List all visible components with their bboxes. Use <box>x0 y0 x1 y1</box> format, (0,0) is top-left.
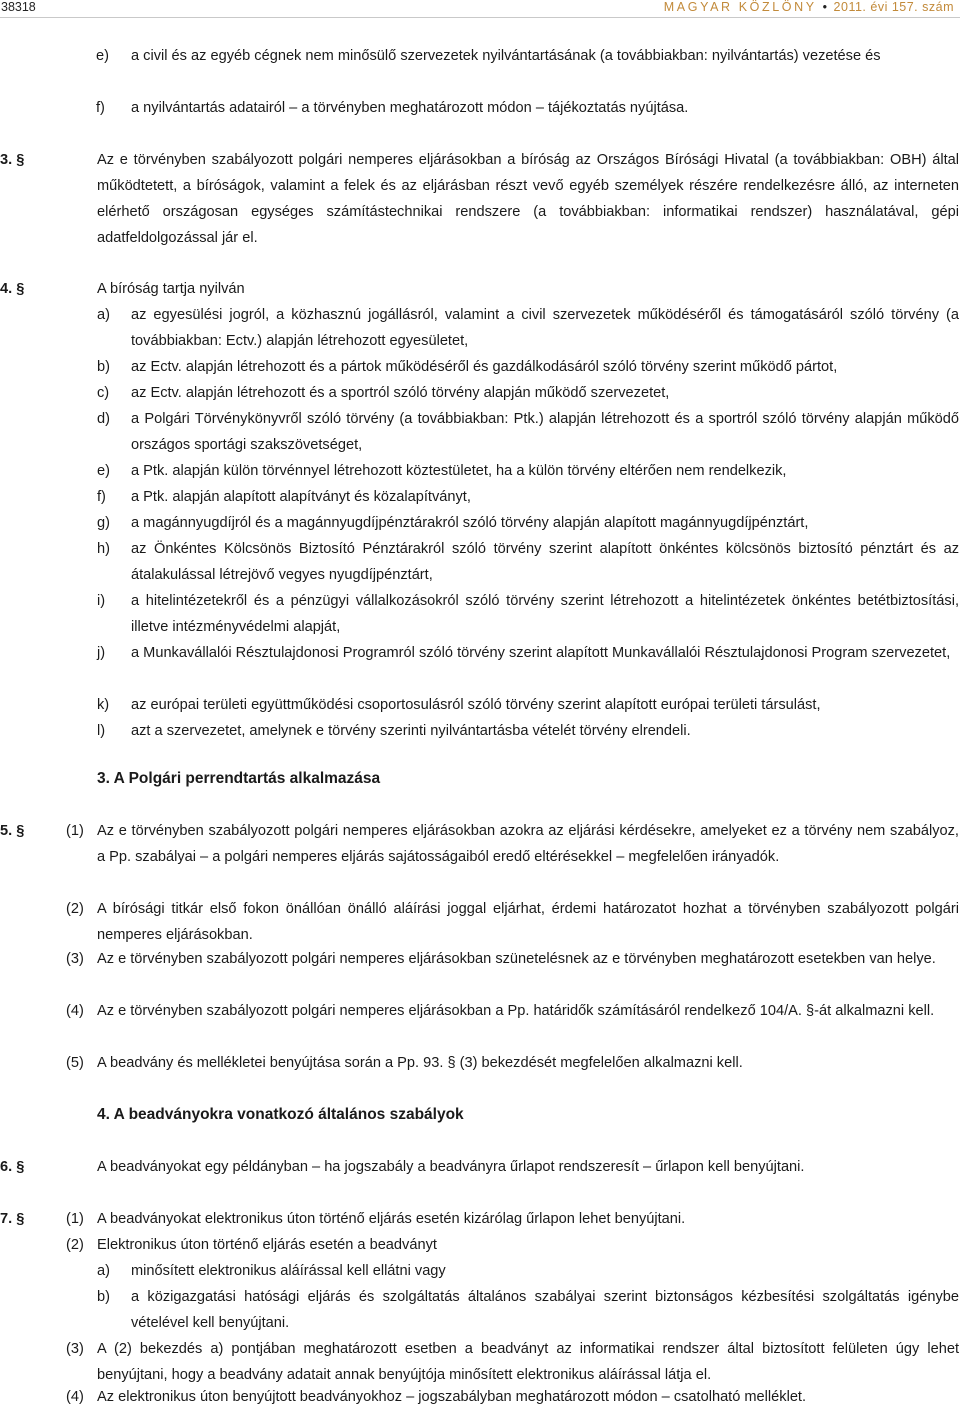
item-label: e) <box>96 48 109 64</box>
item-label: h) <box>97 541 110 557</box>
publication-title: MAGYAR KÖZLÖNY <box>663 0 817 14</box>
paragraph-text: A beadványokat elektronikus úton történő eljárás esetén kizárólag űrlapon lehet benyújtani. <box>97 1211 686 1227</box>
item-text: a hitelintézetekről és a pénzügyi vállalkozásokról szóló törvény szerint létrehozott a hitelintézetek önkéntes betétbiztosítási, illetve intézményvédelmi alapját, <box>131 593 959 635</box>
page-number: 38318 <box>1 0 36 14</box>
paragraph-label: (3) <box>66 951 84 967</box>
paragraph-label: (3) <box>66 1341 84 1357</box>
item-label: d) <box>97 411 110 427</box>
item-label: j) <box>97 645 106 661</box>
paragraph-label: (4) <box>66 1003 84 1019</box>
item-text: a Polgári Törvénykönyvről szóló törvény (a továbbiakban: Ptk.) alapján létrehozott és a sportról szóló törvény alapján működő országos sportági szakszövetséget, <box>131 411 959 453</box>
item-label: l) <box>97 723 106 739</box>
item-text: a Ptk. alapján külön törvénnyel létrehozott köztestületet, ha a külön törvény eltérően nem rendelkezik, <box>131 463 787 479</box>
item-text: a magánnyugdíjról és a magánnyugdíjpénztárakról szóló törvény alapján alapított magánnyugdíjpénztárt, <box>131 515 809 531</box>
item-text: a Munkavállalói Résztulajdonosi Programról szóló törvény szerint alapított Munkavállalói Résztulajdonosi Program szervezetet, <box>131 645 951 661</box>
header-rule <box>0 17 960 18</box>
paragraph-text: Az e törvényben szabályozott polgári nemperes eljárásokban szünetelésnek az e törvényben meghatározott esetekben van helye. <box>97 951 936 967</box>
section-number: 6. § <box>0 1159 25 1175</box>
item-text: a civil és az egyéb cégnek nem minősülő szervezetek nyilvántartásának (a továbbiakban: nyilvántartás) vezetése és <box>131 48 881 64</box>
item-label: b) <box>97 1289 110 1305</box>
paragraph-text: A beadvány és mellékletei benyújtása során a Pp. 93. § (3) bekezdését megfelelően alkalmazni kell. <box>97 1055 743 1071</box>
item-text: az Ectv. alapján létrehozott és a sportról szóló törvény alapján működő szervezetet, <box>131 385 670 401</box>
chapter-heading: 3. A Polgári perrendtartás alkalmazása <box>97 770 381 787</box>
item-text: az Ectv. alapján létrehozott és a pártok működéséről és gazdálkodásáról szóló törvény szerint működő pártot, <box>131 359 838 375</box>
item-text: a Ptk. alapján alapított alapítványt és közalapítványt, <box>131 489 471 505</box>
paragraph-label: (2) <box>66 1237 84 1253</box>
publication-info <box>664 0 954 14</box>
item-label: i) <box>97 593 106 609</box>
paragraph-text: Az elektronikus úton benyújtott beadványokhoz – jogszabályban meghatározott módon – csatolható melléklet. <box>97 1389 807 1405</box>
item-label: b) <box>97 359 110 375</box>
item-label: k) <box>97 697 110 713</box>
chapter-heading: 4. A beadványokra vonatkozó általános szabályok <box>97 1106 464 1123</box>
item-text: az európai területi együttműködési csoportosulásról szóló törvény szerint alapított európai területi társulást, <box>131 697 821 713</box>
section-number: 3. § <box>0 152 25 168</box>
section-text: A beadványokat egy példányban – ha jogszabály a beadványra űrlapot rendszeresít – űrlapon kell benyújtani. <box>97 1159 805 1175</box>
paragraph-text: A bírósági titkár első fokon önállóan önálló aláírási joggal eljárhat, érdemi határozatot hozhat a törvényben szabályozott polgári nemperes eljárásokban. <box>97 901 959 943</box>
paragraph-text: Az e törvényben szabályozott polgári nemperes eljárásokban a Pp. határidők számításáról rendelkező 104/A. §-át alkalmazni kell. <box>97 1003 935 1019</box>
item-label: c) <box>97 385 110 401</box>
section-text: Az e törvényben szabályozott polgári nemperes eljárásokban a bíróság az Országos Bírósági Hivatal (a továbbiakban: OBH) által működtetett, a bíróságok, valamint a felek és az eljárásban részt vevő egyéb személyek részére rendelkezésre álló, az interneten elérhető országosan egységes számítástechnikai rendszere (a továbbiakban: informatikai rendszer) használatával, gépi adatfeldolgozással jár el. <box>97 152 959 246</box>
page-header <box>0 0 960 18</box>
paragraph-label: (1) <box>66 1211 84 1227</box>
bullet-icon: • <box>822 0 828 14</box>
paragraph-text: A (2) bekezdés a) pontjában meghatározott esetben a beadványt az informatikai rendszer által biztosított felületen úgy lehet benyújtani, hogy a beadvány adatait annak benyújtója minősített elektronikus aláírással látja el. <box>97 1341 959 1383</box>
section-lead: A bíróság tartja nyilván <box>97 281 245 297</box>
section-number: 4. § <box>0 281 25 297</box>
item-text: azt a szervezetet, amelynek e törvény szerinti nyilvántartásba vételét törvény elrendeli. <box>131 723 691 739</box>
item-label: a) <box>97 307 110 323</box>
item-label: a) <box>97 1263 110 1279</box>
item-text: az egyesülési jogról, a közhasznú jogállásról, valamint a civil szervezetek működéséről és támogatásáról szóló törvény (a továbbiakban: Ectv.) alapján létrehozott egyesületet, <box>131 307 959 349</box>
paragraph-label: (4) <box>66 1389 84 1405</box>
paragraph-label: (5) <box>66 1055 84 1071</box>
item-text: a közigazgatási hatósági eljárás és szolgáltatás általános szabályai szerint biztonságos kézbesítési szolgáltatás igénybe vételével kell benyújtani. <box>131 1289 959 1331</box>
paragraph-text: Elektronikus úton történő eljárás esetén a beadványt <box>97 1237 437 1253</box>
item-label: f) <box>97 489 106 505</box>
item-label: f) <box>96 100 105 116</box>
issue-number: 2011. évi 157. szám <box>833 0 954 14</box>
item-label: g) <box>97 515 110 531</box>
section-number: 7. § <box>0 1211 25 1227</box>
section-number: 5. § <box>0 823 25 839</box>
item-text: az Önkéntes Kölcsönös Biztosító Pénztárakról szóló törvény szerint alapított önkéntes kölcsönös biztosító pénztárt és az átalakulással létrejövő vegyes nyugdíjpénztárt, <box>131 541 959 583</box>
paragraph-label: (1) <box>66 823 84 839</box>
item-text: a nyilvántartás adatairól – a törvényben meghatározott módon – tájékoztatás nyújtása. <box>131 100 689 116</box>
item-text: minősített elektronikus aláírással kell ellátni vagy <box>131 1263 446 1279</box>
paragraph-label: (2) <box>66 901 84 917</box>
paragraph-text: Az e törvényben szabályozott polgári nemperes eljárásokban azokra az eljárási kérdésekre, amelyeket ez a törvény nem szabályoz, a Pp. szabályai – a polgári nemperes eljárás sajátosságaiból eredő eltérésekkel – megfelelően irányadók. <box>97 823 959 865</box>
item-label: e) <box>97 463 110 479</box>
